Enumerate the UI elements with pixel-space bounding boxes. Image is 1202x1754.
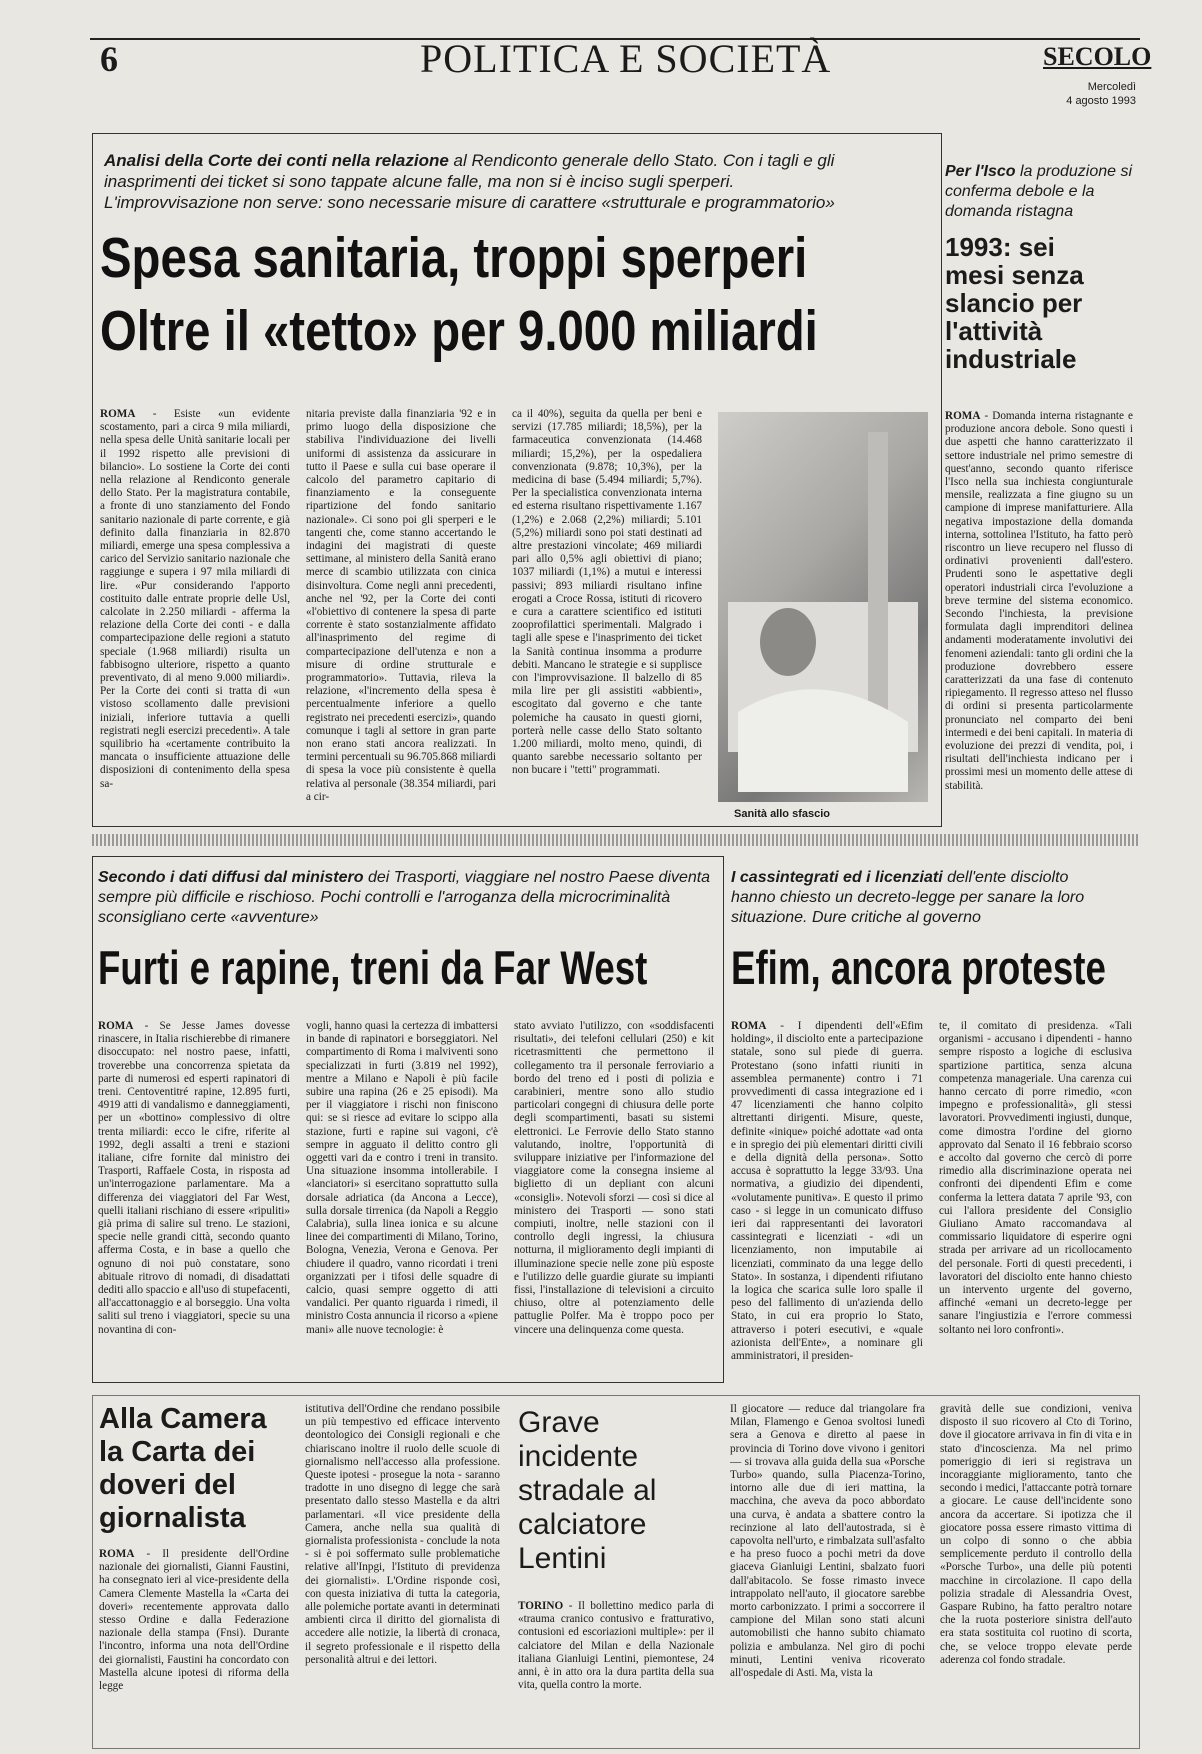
- main-kicker-bold: Analisi della Corte dei conti nella relazione: [104, 151, 449, 170]
- side-column: [945, 410, 1133, 822]
- trains-col2-text: vogli, hanno quasi la certezza di imbattersi in bande di rapinatori e borseggiatori. Nel compartimento di Roma i malviventi sono specializzati in furti (3.819 nel 1992), mentre a Milano e Napoli è più facile subire una rapina (26 e 25 episodi). Ma per il viaggiatore i rischi non finiscono qui: se si riesce ad evitare lo scippo alla stazione, furti e rapine sui vagoni, c'è sempre in agguato il delitto contro gli oggetti vari da e contro i treni in transito. Una situazione insomma intollerabile. I «lanciatori» si esercitano soprattutto sulla dorsale adriatica (da Ancona a Lecce), sulla dorsale tirrenica (da Napoli a Reggio Calabria), sulla linea ionica e su alcune linee dei compartimenti di Milano, Torino, Bologna, Venezia, Verona e Genova. Per chiudere il quadro, vanno ricordati i treni organizzati per i tifosi delle squadre di calcio, quasi sempre oggetto di atti vandalici. Per quanto riguarda i rimedi, il ministro Costa annuncia il ricorso a «piene mani» alle nuove tecnologie: è: [306, 1020, 498, 1336]
- camera-dateline: ROMA: [99, 1548, 135, 1560]
- trains-col3-text: stato avviato l'utilizzo, con «soddisfacenti risultati», dei telefoni cellulari (250) e kit ricetrasmittenti che permettono il collegamento tra il personale ferroviario a bordo del treno ed i posti di polizia e carabinieri, mentre sono allo studio particolari congegni di chiusura delle porte degli scompartimenti, basati su sistemi elettronici. Le Ferrovie dello Stato stanno valutando, inoltre, l'opportunità di sviluppare iniziative per l'informazione del viaggiatore come la consegna insieme al biglietto di un depliant con alcuni «consigli». Notevoli sforzi — così si dice al ministero dei Trasporti — sono stati compiuti, inoltre, nelle stazioni con il controllo degli ingressi, la chiusura notturna, il miglioramento degli impianti di illuminazione specie nelle zone più esposte e l'utilizzo delle guardie giurate su impianti fissi, l'installazione di televisioni a circuito chiuso, oltre al potenziamento delle pattuglie Polfer. Ma è troppo poco per vincere una delinquenza come questa.: [514, 1020, 714, 1336]
- main-kicker-text: al Rendiconto generale dello Stato. Con i tagli e gli inasprimenti dei ticket si sono tappate alcune falle, ma non si è inciso sugli sperperi. L'improvvisazione non serve: sono necessarie misure di carattere «strutturale e programmatorio»: [104, 151, 835, 212]
- hospital-photo: [718, 412, 928, 802]
- issue-date: [1040, 80, 1136, 108]
- issue-weekday: Mercoledì: [1087, 81, 1136, 93]
- side-kicker: [945, 162, 1135, 222]
- lentini-column-3: [940, 1403, 1132, 1744]
- lentini-col1-text: - Il bollettino medico parla di «trauma cranico contusivo e fratturativo, contusioni ed escoriazioni multiple»: per il calciatore del Milan e della Nazionale italiana Gianluigi Lentini, piemontese, 24 anni, è in atto ora la dura partita della sua vita, quella contro la morte.: [518, 1600, 714, 1692]
- trains-headline: Furti e rapine, treni da Far West: [98, 941, 648, 994]
- efim-kicker-bold: I cassintegrati ed i licenziati: [731, 869, 943, 886]
- lentini-col2-text: Il giocatore — reduce dal triangolare fra Milan, Flamengo e Genoa svoltosi lunedì sera a Genova e diretto al paese in provincia di Torino dove vivono i genitori — si trovava alla guida della sua «Porsche Turbo» quando, sulla Piacenza-Torino, intorno alle due di ieri mattina, la macchina, che aveva da poco abbordato una curva, è andata a sbattere contro la recinzione al lato dell'autostrada, si è capovolta nell'urto, e rimbalzata sull'asfalto e ha preso fuoco a pochi metri da dove giaceva Gianluigi Lentini, sbalzato fuori dall'abitacolo. Se fosse rimasto invece intrappolato nell'auto, il giocatore sarebbe morto carbonizzato. I primi a soccorrere il campione del Milan sono stati alcuni automobilisti che hanno subito chiamato polizia e ambulanza. Nel giro di pochi minuti, Lentini veniva ricoverato all'ospedale di Asti. Ma, vista la: [730, 1403, 925, 1680]
- lentini-column-2: [730, 1403, 925, 1744]
- trains-kicker-text: dei Trasporti, viaggiare nel nostro Paese diventa sempre più difficile e rischioso. Pochi controlli e l'arroganza della microcriminalità sconsigliano certe «avventure»: [98, 869, 711, 926]
- efim-kicker-text: dell'ente disciolto hanno chiesto un decreto-legge per sanare la loro situazione. Dure critiche al governo: [731, 869, 1085, 926]
- lentini-dateline: TORINO: [518, 1600, 564, 1612]
- efim-col2-text: te, il comitato di presidenza. «Tali organismi - accusano i dipendenti - hanno sempre risposto a logiche di esclusiva spartizione partitica, senza alcuna competenza manageriale. Una carenza cui hanno cercato di porre rimedio, «con impegno e professionalità», gli stessi lavoratori. Provvedimenti ingiusti, dunque, come dimostra l'ordine del giorno approvato dal Senato il 16 febbraio scorso e accolto dal governo che cercò di porre rimedio alla discriminazione operata nei confronti dei dipendenti Efim e come conferma la lettera datata 7 aprile '93, con cui l'allora presidente del Consiglio Giuliano Amato raccomandava al commissario liquidatore di esperire ogni strada per arrivare ad un ricollocamento del personale. Forti di questi precedenti, i lavoratori del disciolto ente hanno chiesto un intervento urgente del governo, affinché «emani un decreto-legge per sanare l'ingiustizia e l'errore commessi soltanto nei loro confronti».: [939, 1020, 1132, 1336]
- efim-column-1: [731, 1020, 923, 1375]
- efim-headline: Efim, ancora proteste: [731, 941, 1106, 994]
- page-number: 6: [100, 39, 118, 79]
- trains-kicker-bold: Secondo i dati diffusi dal ministero: [98, 869, 364, 886]
- hospital-bed-illustration: [718, 412, 928, 802]
- camera-headline: Alla Camera la Carta dei doveri del giornalista: [99, 1403, 267, 1534]
- trains-column-2: [306, 1020, 498, 1375]
- efim-dateline: ROMA: [731, 1020, 767, 1032]
- lentini-headline: Grave incidente stradale al calciatore Lentini: [518, 1406, 657, 1575]
- main-col2-text: nitaria previste dalla finanziaria '92 e in primo luogo della disposizione che stabiliva l'individuazione dei livelli uniformi di assistenza da assicurare in tutto il Paese e sulla cui base operare il calcolo del parametro capitario di finanziamento e la conseguente ripartizione del fondo sanitario nazionale». Ci sono poi gli sperperi e le tangenti che, come stanno accertando le indagini dei magistrati di queste settimane, al ministero della Sanità erano merce di scambio utilizzata con cinica disinvoltura. Come negli anni precedenti, anche nel '92, per la Corte dei conti «l'obiettivo di contenere la spesa di parte corrente è stato sostanzialmente affidato all'inasprimento del regime di compartecipazione dell'utenza e non a misure di ordine strutturale e programmatorio». Tuttavia, rileva la relazione, «l'incremento della spesa è percentualmente inferiore a quello registrato nei precedenti esercizi», quando comunque i tagli al settore in gran parte non erano stati ancora realizzati. In termini percentuali su 96.705.868 miliardi di spesa la voce più consistente è quella relativa al personale (38.354 miliardi, pari a cir-: [306, 408, 496, 803]
- main-headline-1: Spesa sanitaria, troppi sperperi: [100, 226, 808, 290]
- side-headline: 1993: sei mesi senza slancio per l'attività industriale: [945, 232, 1084, 374]
- side-body-text: - Domanda interna ristagnante e produzione ancora debole. Sono questi i due aspetti che hanno caratterizzato il settore industriale nel primo semestre di quest'anno, secondo quanto riferisce l'Isco nella sua inchiesta congiunturale mensile, realizzata a fine giugno su un campione di imprese manifatturiere. Alla negativa impostazione della domanda interna, sottolinea l'Istituto, ha fatto però riscontro un lieve recupero nel flusso di ordinativi provenienti dall'estero. Prudenti sono le aspettative degli operatori industriali circa l'evoluzione a breve termine del sistema economico. Secondo l'inchiesta, la previsione formulata dagli imprenditori delinea andamenti moderatamente involutivi dei fenomeni aziendali: tanto gli ordini che la produzione dovrebbero essere caratterizzati da una fase di contenuto ripiegamento. Il regresso atteso nel flusso di ordini si presenta particolarmente pronunciato nel comparto dei beni intermedi e dei beni capitali. In materia di evoluzione dei prezzi di vendita, poi, i risultati dell'inchiesta indicano per i prossimi mesi un momento delle attese di stabilità.: [945, 410, 1133, 792]
- main-column-3: [512, 408, 702, 820]
- trains-kicker: [98, 868, 718, 928]
- main-column-1: [100, 408, 290, 820]
- main-col1-text: - Esiste «un evidente scostamento, pari a circa 9 mila miliardi, nella spesa delle Unità sanitarie locali per il 1992 rispetto alle previsioni di bilancio». Lo sostiene la Corte dei conti nella relazione al Rendiconto generale dello Stato. Per la magistratura contabile, a fronte di uno stanziamento del Fondo sanitario nazionale di parte corrente, e già definito dalla finanziaria in 82.870 miliardi, emerge una spesa complessiva a carico del Servizio sanitario nazionale che raggiunge e supera i 97 mila miliardi di lire. «Pur considerando l'apporto costituito dalle entrate proprie delle Usl, calcolate in 2.250 miliardi - afferma la relazione della Corte dei conti - e dalla compartecipazione delle regioni a statuto speciale (1.968 miliardi) risulta un fabbisogno ulteriore, rispetto a quanto preventivato, di al meno 9.000 miliardi». Per la Corte dei conti si tratta di «un vistoso scollamento dalle previsioni iniziali, inferiore tuttavia a quelli registrati negli esercizi precedenti». A tale squilibrio ha «certamente contribuito la mancata o insufficiente attuazione delle disposizioni di contenimento della spesa sa-: [100, 408, 290, 790]
- trains-column-3: [514, 1020, 714, 1375]
- trains-dateline: ROMA: [98, 1020, 134, 1032]
- issue-day: 4 agosto 1993: [1066, 95, 1136, 107]
- main-dateline: ROMA: [100, 408, 136, 420]
- efim-column-2: [939, 1020, 1132, 1375]
- camera-col1-text: - Il presidente dell'Ordine nazionale dei giornalisti, Gianni Faustini, ha consegnato ieri al vice-presidente della Camera Clemente Mastella la «Carta dei doveri» recentemente approvata dallo stesso Ordine e dalla Federazione nazionale della stampa (Fnsi). Durante l'incontro, informa una nota dell'Ordine dei giornalisti, Faustini ha concordato con Mastella alcune ipotesi di riforma della legge: [99, 1548, 289, 1693]
- side-kicker-text: la produzione si conferma debole e la domanda ristagna: [945, 163, 1133, 220]
- main-column-2: [306, 408, 496, 820]
- lentini-col3-text: gravità delle sue condizioni, veniva disposto il suo ricovero al Cto di Torino, dove il giocatore arrivava in fin di vita e in stato d'incoscienza. Ma nel primo pomeriggio di ieri si registrava un incoraggiante miglioramento, tanto che secondo i medici, l'attaccante potrà tornare a giocare. Le cause dell'incidente sono ancora da accertare. Si ipotizza che il giocatore possa essere rimasto vittima di un colpo di sonno o che abbia semplicemente perduto il controllo della «Porsche Turbo», una delle più potenti macchine in circolazione. Il capo della polizia stradale di Alessandria Ovest, Gaspare Rubino, ha fatto peraltro notare che la ruota posteriore sinistra dell'auto era stata sostituita col ruotino di scorta, che, se veloce troppo elevate perde aderenza col fondo stradale.: [940, 1403, 1132, 1666]
- camera-col2-text: istitutiva dell'Ordine che rendano possibile un più tempestivo ed efficace intervento deontologico dei Consigli regionali e che chiariscano inoltre il ruolo delle scuole di giornalismo nell'accesso alla professione. Queste ipotesi - prosegue la nota - saranno tradotte in uno disegno di legge che sarà presentato dallo stesso Mastella e da altri parlamentari. «Il vice presidente della Camera, anche nella sua qualità di giornalista professionista - conclude la nota - si è poi soffermato sulle problematiche relative all'Inpgi, l'Istituto di previdenza dei giornalisti». L'Ordine risponde così, con questa iniziativa di tutta la categoria, alle polemiche portate avanti in determinati ambienti circa il diritto del giornalista di accedere alle notizie, la libertà di cronaca, il segreto professionale e il rispetto della personalità altrui e dei lettori.: [305, 1403, 500, 1666]
- newspaper-logo: SECOLO: [1043, 42, 1152, 71]
- trains-col1-text: - Se Jesse James dovesse rinascere, in Italia rischierebbe di rimanere disoccupato: nel nostro paese, infatti, troverebbe una concorrenza spietata da parte di numerosi ed esperti rapinatori di treni. Centoventitré rapine, 12.895 furti, 4919 atti di vandalismo e danneggiamenti, per un «bottino» complessivo di oltre trenta miliardi: ecco le cifre, riferite al 1992, degli assalti a treni e stazioni italiane, cifre fornite dal ministro dei Trasporti, Raffaele Costa, in risposta ad un'interrogazione parlamentare. Ma a differenza dei viaggiatori del Far West, quelli italiani rischiano di essere «ripuliti» già prima di salire sul treno. Le stazioni, specie nelle grandi città, secondo quanto afferma Costa, e in base a quello che ognuno di noi può constatare, sono abituale ritrovo di nomadi, di disadattati dediti allo spaccio e all'uso di stupefacenti, all'accattonaggio e al borseggio. Una volta saliti sul treno i viaggiatori, specie su una novantina di con-: [98, 1020, 290, 1336]
- photo-caption: Sanità allo sfascio: [734, 808, 830, 820]
- main-kicker: [104, 150, 864, 213]
- trains-column-1: [98, 1020, 290, 1375]
- section-divider: [92, 834, 1140, 846]
- camera-column-1: [99, 1548, 289, 1744]
- lentini-column-1: [518, 1600, 714, 1744]
- camera-column-2: [305, 1403, 500, 1744]
- efim-kicker: [731, 868, 1111, 928]
- side-kicker-bold: Per l'Isco: [945, 163, 1016, 180]
- main-col3-text: ca il 40%), seguita da quella per beni e servizi (17.785 miliardi; 18,5%), per la farmaceutica convenzionata (14.468 miliardi; 15,2%), per la ospedaliera convenzionata (9.878; 10,3%), per la medicina di base (5.494 miliardi; 5,7%). Per la specialistica convenzionata interna ed esterna risultano rispettivamente 1.167 (1,2%) e 2.068 (2,2%) miliardi; 5.101 (5,2%) miliardi sono poi stati destinati ad altre prestazioni vincolate; 469 miliardi pari allo 0,5% agli obiettivi di piano; 1037 miliardi (1,1%) a mutui e interessi passivi; 893 miliardi risultano infine erogati a Croce Rossa, istituti di ricovero e cura a carattere scientifico ed istituti zooprofilattici sperimentali. Malgrado i tagli alle spese e l'inasprimento dei ticket la Sanità continua insomma a produrre debiti. Mancano le strategie e si supplisce con l'improvvisazione. Il balzello di 85 mila lire per gli assistiti «abbienti», escogitato dal governo e che tante polemiche ha causato in questi giorni, porterà nelle casse dello Stato soltanto 1.200 miliardi, molto meno, quindi, di quanto sarebbe necessario soltanto per non bucare i "tetti" programmati.: [512, 408, 702, 777]
- efim-col1-text: - I dipendenti dell'«Efim holding», il disciolto ente a partecipazione statale, sono sul piede di guerra. Protestano (sono infatti riuniti in assemblea permanente) contro i 71 provvedimenti di cassa integrazione ed i 47 licenziamenti che hanno colpito altrettanti dirigenti. Misure, queste, definite «inique» poiché adottate «ad onta e in spregio dei più elementari diritti civili e della dignità della persona». Sotto accusa è soprattutto la legge 33/93. Una normativa, a giudizio dei dipendenti, «volutamente punitiva». E questo il primo caso - si legge in un comunicato diffuso ieri dai rappresentanti dei lavoratori cassintegrati e licenziati - «di un licenziamento, non imputabile ai licenziati, comminato da una legge dello Stato». In sostanza, i dipendenti rifiutano la logica che scarica sulle loro spalle il peso del fallimento di un'azienda dello Stato, in cui era proprio lo Stato, attraverso i poteri esecutivi, e «quale azionista dell'Ente», a nominare gli amministratori, il presiden-: [731, 1020, 923, 1363]
- side-dateline: ROMA: [945, 410, 981, 422]
- section-title: POLITICA E SOCIETÀ: [420, 36, 832, 81]
- main-headline-2: Oltre il «tetto» per 9.000 miliardi: [100, 299, 818, 363]
